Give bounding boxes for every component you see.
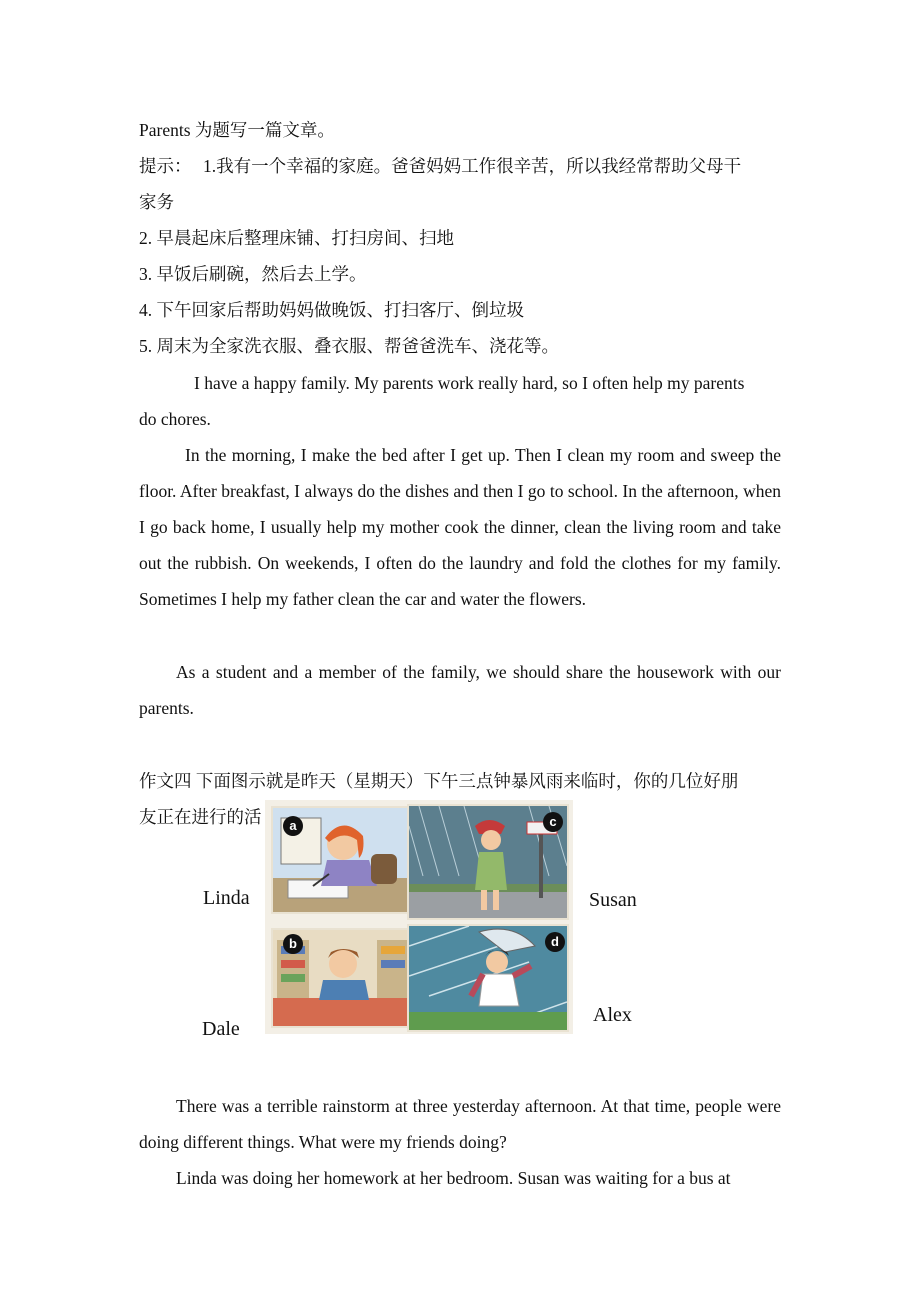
- essay-title-line: Parents 为题写一篇文章。: [139, 120, 335, 140]
- name-label-susan: Susan: [589, 889, 637, 911]
- hint-1: 1.我有一个幸福的家庭。爸爸妈妈工作很辛苦，所以我经常帮助父母干: [203, 156, 742, 176]
- panel-badge-d: d: [545, 932, 565, 952]
- story-para-1: There was a terrible rainstorm at three yesterday afternoon. At that time, people were doing different things. What were my friends doing?: [139, 1096, 781, 1152]
- panel-badge-a: a: [283, 816, 303, 836]
- panel-a-linda: [271, 806, 415, 914]
- hint-2: 2. 早晨起床后整理床铺、打扫房间、扫地: [139, 228, 454, 248]
- hint-label: 提示：: [139, 156, 192, 176]
- essay-para-1-cont: do chores.: [139, 409, 211, 429]
- essay-para-1: I have a happy family. My parents work really hard, so I often help my parents: [194, 373, 745, 393]
- hint-3: 3. 早饭后刷碗，然后去上学。: [139, 264, 367, 284]
- boy-in-storm-illustration: [409, 926, 567, 1030]
- name-label-dale: Dale: [202, 1018, 240, 1040]
- panel-d-alex: [407, 924, 569, 1032]
- hint-5: 5. 周末为全家洗衣服、叠衣服、帮爸爸洗车、浇花等。: [139, 336, 559, 356]
- hint-4: 4. 下午回家后帮助妈妈做晚饭、打扫客厅、倒垃圾: [139, 300, 524, 320]
- essay-para-2: In the morning, I make the bed after I get up. Then I clean my room and sweep the floor. After breakfast, I always do the dishes and then I go to school. In the afternoon, when I go back home, I usually help my mother cook the dinner, clean the living room and take out the rubbish. On weekends, I often do the laundry and fold the clothes for my family. Sometimes I help my father clean the car and water the flowers.: [139, 445, 781, 609]
- hint-1-cont: 家务: [139, 192, 174, 212]
- name-label-linda: Linda: [203, 887, 250, 909]
- task4-prompt: 作文四 下面图示就是昨天（星期天）下午三点钟暴风雨来临时，你的几位好朋: [139, 771, 739, 791]
- task4-prompt-cont: 友正在进行的活: [139, 807, 262, 827]
- name-label-alex: Alex: [593, 1004, 632, 1026]
- panel-badge-c: c: [543, 812, 563, 832]
- panel-badge-b: b: [283, 934, 303, 954]
- story-para-2: Linda was doing her homework at her bedroom. Susan was waiting for a bus at: [176, 1168, 731, 1188]
- panel-c-susan: [407, 804, 569, 920]
- panel-b-dale: [271, 928, 415, 1028]
- activity-picture-grid: [265, 800, 573, 1034]
- essay-para-3: As a student and a member of the family, we should share the housework with our parents.: [139, 662, 781, 718]
